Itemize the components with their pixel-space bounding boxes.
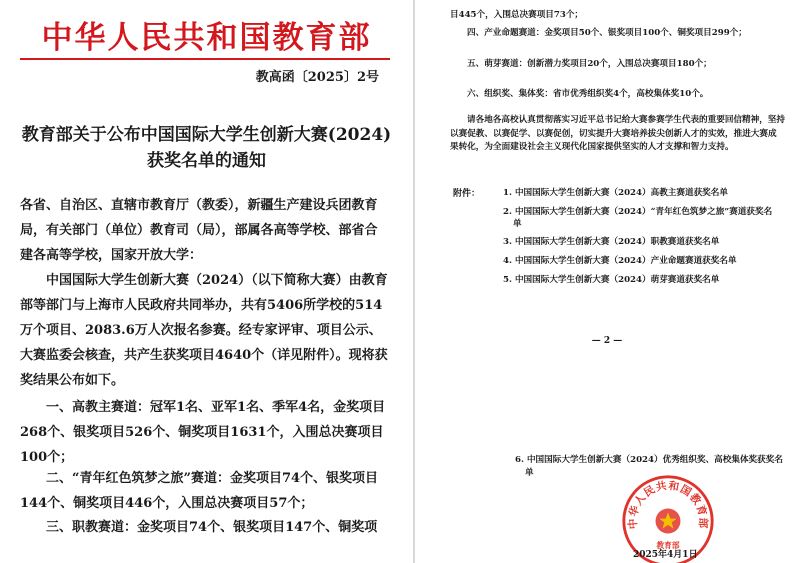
salutation: 各省、自治区、直辖市教育厅（教委），新疆生产建设兵团教育局，有关部门（单位）教育司（局），部属各高等学校、部省合建各高等学校，国家开放大学： [20,198,378,263]
attachment-list [503,188,773,294]
red-header-title: 中华人民共和国教育部 [41,20,372,56]
attachment-item-6: 6. 中国国际大学生创新大赛（2024）优秀组织奖、高校集体奖获奖名单 [515,455,783,478]
item-3-continued: 目445个，入围总决赛项目73个； [450,10,584,20]
document-title-line-1: 教育部关于公布中国国际大学生创新大赛(2024) [21,125,392,145]
award-item-4: 四、产业命题赛道：金奖项目50个、银奖项目100个、铜奖项目299个； [467,28,747,38]
seal-text: 中华人民共和国教育部 [627,479,709,530]
award-item-5: 五、萌芽赛道：创新潜力奖项目20个，入围总决赛项目180个； [467,59,712,69]
attachment-item: 1. 中国国际大学生创新大赛（2024）高教主赛道获奖名单 [503,188,728,198]
intro-paragraph: 中国国际大学生创新大赛（2024）（以下简称大赛）由教育部等部门与上海市人民政府共同举办，共有5406所学校的514万个项目、2083.6万人次报名参赛。经专家评审、项目公示、大赛监委会核查，共产生获奖项目4640个（详见附件）。现将获奖结果公布如下。 [20,273,388,388]
attachment-item: 2. 中国国际大学生创新大赛（2024）“青年红色筑梦之旅”赛道获奖名单 [503,206,773,229]
attachment-item: 4. 中国国际大学生创新大赛（2024）产业命题赛道获奖名单 [503,256,737,267]
award-item-3: 三、职教赛道：金奖项目74个、银奖项目147个、铜奖项 [46,520,378,535]
closing-paragraph: 请各地各高校认真贯彻落实习近平总书记给大赛参赛学生代表的重要回信精神，坚持以赛促教、以赛促学、以赛促创，切实提升大赛培养拔尖创新人才的实效，推进大赛成果转化，为全面建设社会主义现代化国家提供坚实的人才支撑和智力支持。 [450,115,785,152]
issue-date: 2025年4月1日 [633,550,698,560]
award-item-2: 二、“青年红色筑梦之旅”赛道：金奖项目74个、银奖项目144个、铜奖项目446个，入围总决赛项目57个； [20,471,379,511]
right-page [415,0,799,563]
attachment-item: 5. 中国国际大学生创新大赛（2024）萌芽赛道获奖名单 [503,274,720,285]
seal-signer: 教育部 [656,540,680,550]
attachments-label: 附件： [453,189,481,199]
attachment-item: 3. 中国国际大学生创新大赛（2024）职教赛道获奖名单 [503,237,720,248]
document-title-line-2: 获奖名单的通知 [147,151,266,171]
document-number: 教高函〔2025〕2号 [255,70,379,85]
award-item-1: 一、高教主赛道：冠军1名、亚军1名、季军4名，金奖项目268个、银奖项目526个、铜奖项目1631个，入围总决赛项目100个； [20,400,386,465]
red-header-rule [20,58,390,60]
document-title [0,122,413,174]
page-number: — 2 — [591,336,623,346]
award-item-6: 六、组织奖、集体奖：省市优秀组织奖4个，高校集体奖10个。 [467,89,709,99]
